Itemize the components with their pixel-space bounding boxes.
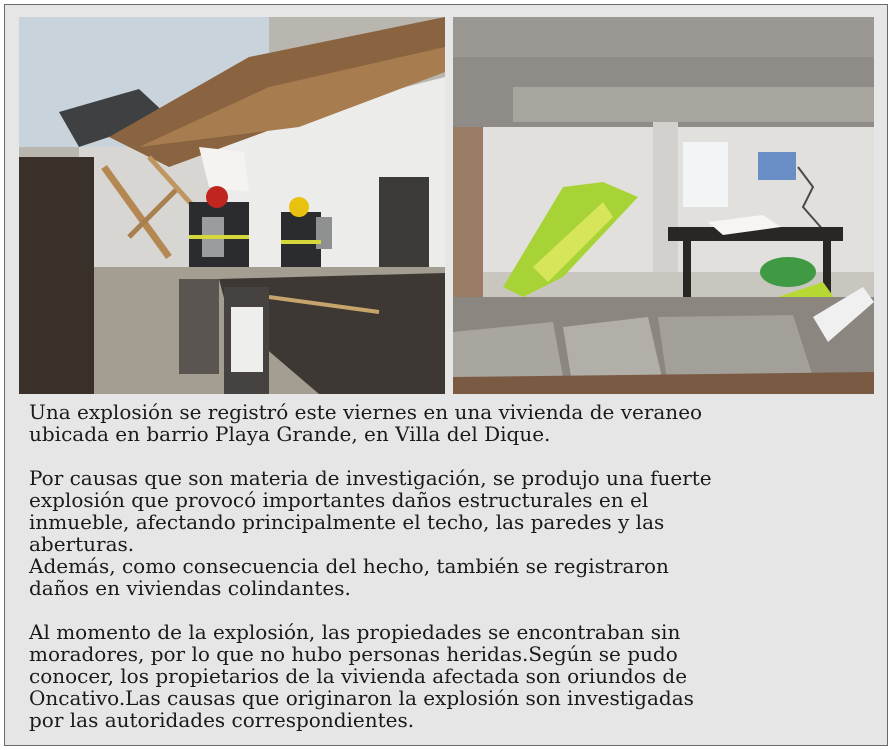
clipping-frame [4,4,888,746]
photo-firefighters [19,17,445,394]
article-paragraph: Al momento de la explosión, las propiedades se encontraban sin moradores, por lo que no hubo personas heridas.Según se pudo conocer, los propietarios de la vivienda afectada son oriundos de Oncativo.Las causas que originaron la explosión son investigadas por las autoridades correspondientes. [29,620,694,732]
article-paragraph: Una explosión se registró este viernes en una vivienda de veraneo ubicada en barrio Playa Grande, en Villa del Dique. [29,400,703,446]
photo-collapsed-roof [453,17,874,394]
article-body [29,401,879,731]
article-paragraph: Por causas que son materia de investigación, se produjo una fuerte explosión que provocó importantes daños estructurales en el inmueble, afectando principalmente el techo, las paredes y las aberturas. Además, como consecuencia del hecho, también se registraron daños en viviendas colindantes. [29,466,712,600]
